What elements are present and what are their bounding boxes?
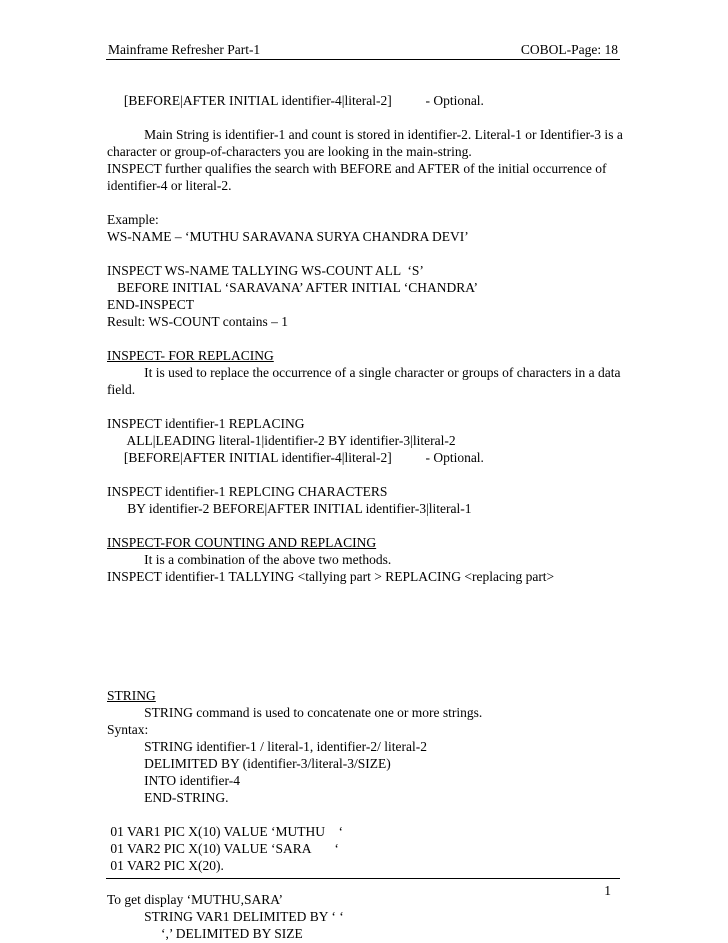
- text-line: [107, 398, 619, 415]
- text-line: field.: [107, 382, 136, 397]
- text-line: ‘,’ DELIMITED BY SIZE: [107, 926, 303, 941]
- header-rule: [106, 59, 620, 60]
- text-line: [107, 670, 619, 687]
- text-line: 01 VAR2 PIC X(10) VALUE ‘SARA ‘: [107, 841, 339, 856]
- text-line: [107, 109, 619, 126]
- text-line: It is a combination of the above two methods.: [107, 552, 392, 567]
- footer-rule: [106, 878, 620, 879]
- text-line: Example:: [107, 212, 159, 227]
- text-line: [107, 602, 619, 619]
- text-line: BY identifier-2 BEFORE|AFTER INITIAL identifier-3|literal-1: [107, 501, 472, 516]
- text-line: END-INSPECT: [107, 297, 194, 312]
- document-body: [107, 92, 623, 942]
- text-line: Syntax:: [107, 722, 149, 737]
- text-line: Main String is identifier-1 and count is stored in identifier-2. Literal-1 or Identifier-3 is a: [107, 127, 623, 142]
- text-line: [107, 585, 619, 602]
- text-line: STRING VAR1 DELIMITED BY ‘ ‘: [107, 909, 344, 924]
- text-line: END-STRING.: [107, 790, 229, 805]
- text-line: [107, 619, 619, 636]
- text-line: It is used to replace the occurrence of a single character or groups of characters in a data: [107, 365, 621, 380]
- text-line: [107, 194, 619, 211]
- text-line: Result: WS-COUNT contains – 1: [107, 314, 288, 329]
- text-line: identifier-4 or literal-2.: [107, 178, 232, 193]
- text-line: STRING identifier-1 / literal-1, identifier-2/ literal-2: [107, 739, 427, 754]
- text-line: STRING command is used to concatenate one or more strings.: [107, 705, 483, 720]
- text-line: INSPECT identifier-1 TALLYING <tallying part > REPLACING <replacing part>: [107, 569, 555, 584]
- text-line: [107, 534, 619, 551]
- text-line: [107, 517, 619, 534]
- section-heading: INSPECT- FOR REPLACING: [107, 348, 274, 363]
- text-line: [107, 245, 619, 262]
- text-line: ALL|LEADING literal-1|identifier-2 BY identifier-3|literal-2: [107, 433, 456, 448]
- text-line: INSPECT further qualifies the search with BEFORE and AFTER of the initial occurrence of: [107, 161, 607, 176]
- text-line: character or group-of-characters you are looking in the main-string.: [107, 144, 472, 159]
- section-heading: STRING: [107, 688, 156, 703]
- text-line: INSPECT identifier-1 REPLACING: [107, 416, 305, 431]
- text-line: [107, 806, 619, 823]
- text-line: 01 VAR1 PIC X(10) VALUE ‘MUTHU ‘: [107, 824, 344, 839]
- header-page-label: COBOL-Page: 18: [520, 42, 618, 57]
- header-title: Mainframe Refresher Part-1: [108, 42, 261, 57]
- text-line: [107, 874, 619, 891]
- text-line: INSPECT WS-NAME TALLYING WS-COUNT ALL ‘S’: [107, 263, 424, 278]
- text-line: INTO identifier-4: [107, 773, 240, 788]
- text-line: BEFORE INITIAL ‘SARAVANA’ AFTER INITIAL ‘CHANDRA’: [107, 280, 478, 295]
- text-line: [107, 466, 619, 483]
- text-line: [107, 330, 619, 347]
- text-line: [BEFORE|AFTER INITIAL identifier-4|literal-2] - Optional.: [107, 450, 484, 465]
- text-line: [107, 687, 619, 704]
- text-line: DELIMITED BY (identifier-3/literal-3/SIZE): [107, 756, 391, 771]
- text-line: [BEFORE|AFTER INITIAL identifier-4|literal-2] - Optional.: [107, 93, 484, 108]
- text-line: WS-NAME – ‘MUTHU SARAVANA SURYA CHANDRA DEVI’: [107, 229, 469, 244]
- text-line: INSPECT identifier-1 REPLCING CHARACTERS: [107, 484, 388, 499]
- text-line: [107, 636, 619, 653]
- page-number: 1: [604, 883, 611, 898]
- text-line: [107, 653, 619, 670]
- section-heading: INSPECT-FOR COUNTING AND REPLACING: [107, 535, 377, 550]
- text-line: [107, 347, 619, 364]
- text-line: 01 VAR2 PIC X(20).: [107, 858, 224, 873]
- text-line: To get display ‘MUTHU,SARA’: [107, 892, 284, 907]
